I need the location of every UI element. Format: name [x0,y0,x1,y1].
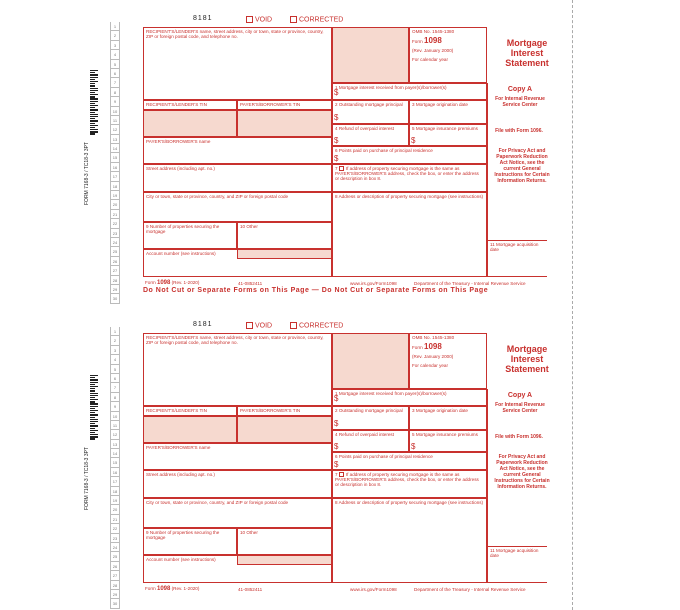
payer-tin-field[interactable] [237,416,332,443]
box8-field[interactable]: 8 Address or description of property securing mortgage (see instructions) [332,192,487,277]
account-label: Account number (see instructions) [143,249,332,277]
form-code: 8181 [193,15,213,22]
barcode [90,375,98,441]
do-not-cut-banner: Do Not Cut or Separate Forms on This Page — Do Not Cut or Separate Forms on This Page [143,287,489,294]
payer-tin-label: PAYER'S/BORROWER'S TIN [237,100,332,110]
shaded-box [332,27,409,83]
box1-field[interactable]: 1 Mortgage interest received from payer(s)/borrower(s) $ [332,389,487,406]
payer-tin-label: PAYER'S/BORROWER'S TIN [237,406,332,416]
box1-field[interactable]: 1 Mortgage interest received from payer(s)/borrower(s) $ [332,83,487,100]
account-label: Account number (see instructions) [143,555,332,583]
footer-dept: Department of the Treasury - Internal Revenue Service [414,281,526,286]
box11-field[interactable]: 11 Mortgage acquisition date [487,546,547,583]
footer-form: Form 1098 (Rev. 1-2020) [145,586,200,592]
void-checkbox[interactable]: VOID [246,322,272,329]
corrected-checkbox[interactable]: CORRECTED [290,16,343,23]
box3-field[interactable]: 3 Mortgage origination date [409,100,487,124]
box7-field[interactable]: 7 If address of property securing mortgage is the same as PAYER'S/BORROWER'S address, check the box, or enter the address or description in box 8. [332,470,487,498]
omb-box: OMB No. 1545-1380 Form 1098 (Rev. January 2000) For calendar year [409,333,487,389]
recipient-tin-label: RECIPIENT'S/LENDER'S TIN [143,406,237,416]
payer-tin-field[interactable] [237,110,332,137]
box9-field[interactable]: 9 Number of properties securing the mortgage [143,528,237,555]
box11-field[interactable]: 11 Mortgage acquisition date [487,240,547,277]
city-field[interactable]: City or town, state or province, country, and ZIP or foreign postal code [143,192,332,222]
recipient-tin-field[interactable] [143,416,237,443]
shaded-box [332,333,409,389]
box2-field[interactable]: 2 Outstanding mortgage principal $ [332,406,409,430]
recipient-name-field[interactable]: RECIPIENT'S/LENDER'S name, street address, city or town, state or province, country, ZIP or foreign postal code, and telephone no. [143,27,332,100]
city-field[interactable]: City or town, state or province, country, and ZIP or foreign postal code [143,498,332,528]
account-field[interactable] [237,249,332,259]
copy-label: Copy A [507,392,533,399]
footer-cat: 41-0852411 [238,587,263,592]
box9-field[interactable]: 9 Number of properties securing the mortgage [143,222,237,249]
box6-field[interactable]: 6 Points paid on purchase of principal residence $ [332,452,487,470]
box8-field[interactable]: 8 Address or description of property securing mortgage (see instructions) [332,498,487,583]
payer-name-field[interactable]: PAYER'S/BORROWER'S name [143,443,332,470]
file-with-note: File with Form 1096. [495,128,543,134]
box4-field[interactable]: 4 Refund of overpaid interest $ [332,124,409,146]
footer-url: www.irs.gov/Form1098 [350,281,397,286]
footer-cat: 41-0852411 [238,281,263,286]
box2-field[interactable]: 2 Outstanding mortgage principal $ [332,100,409,124]
box5-field[interactable]: 5 Mortgage insurance premiums $ [409,124,487,146]
file-with-note: File with Form 1096. [495,434,543,440]
recipient-tin-label: RECIPIENT'S/LENDER'S TIN [143,100,237,110]
box7-field[interactable]: 7 If address of property securing mortgage is the same as PAYER'S/BORROWER'S address, check the box, or enter the address or description in box 8. [332,164,487,192]
box10-field[interactable]: 10 Other [237,222,332,249]
payer-name-field[interactable]: PAYER'S/BORROWER'S name [143,137,332,164]
omb-box: OMB No. 1545-1380 Form 1098 (Rev. January 2000) For calendar year [409,27,487,83]
copy-label: Copy A [507,86,533,93]
for-irs-note: For Internal Revenue Service Center [495,96,545,108]
line-numbers: 1 2 3 4 5 6 7 8 9 10 11 12 13 14 15 16 17 18 19 20 21 22 23 24 25 26 27 28 29 30 [110,22,120,304]
privacy-note: For Privacy Act and Paperwork Reduction Act Notice, see the current General Instructions for Certain Information Returns. [494,148,550,184]
account-field[interactable] [237,555,332,565]
street-field[interactable]: Street address (including apt. no.) [143,470,332,498]
side-label: FORM 7168-3 / TC18-3 3PT [84,447,90,510]
form-title: Mortgage Interest Statement [505,344,549,374]
form-title: Mortgage Interest Statement [505,38,549,68]
perforation-line [572,0,573,610]
box10-field[interactable]: 10 Other [237,528,332,555]
void-checkbox[interactable]: VOID [246,16,272,23]
footer-dept: Department of the Treasury - Internal Revenue Service [414,587,526,592]
recipient-tin-field[interactable] [143,110,237,137]
line-numbers: 1 2 3 4 5 6 7 8 9 10 11 12 13 14 15 16 17 18 19 20 21 22 23 24 25 26 27 28 29 30 [110,327,120,609]
privacy-note: For Privacy Act and Paperwork Reduction Act Notice, see the current General Instructions for Certain Information Returns. [494,454,550,490]
for-irs-note: For Internal Revenue Service Center [495,402,545,414]
form-code: 8181 [193,321,213,328]
footer-form: Form 1098 (Rev. 1-2020) [145,280,200,286]
recipient-name-field[interactable]: RECIPIENT'S/LENDER'S name, street address, city or town, state or province, country, ZIP or foreign postal code, and telephone no. [143,333,332,406]
barcode [90,70,98,136]
street-field[interactable]: Street address (including apt. no.) [143,164,332,192]
box5-field[interactable]: 5 Mortgage insurance premiums $ [409,430,487,452]
box6-field[interactable]: 6 Points paid on purchase of principal residence $ [332,146,487,164]
box3-field[interactable]: 3 Mortgage origination date [409,406,487,430]
corrected-checkbox[interactable]: CORRECTED [290,322,343,329]
side-label: FORM 7168-3 / TC18-3 3PT [84,142,90,205]
box4-field[interactable]: 4 Refund of overpaid interest $ [332,430,409,452]
footer-url: www.irs.gov/Form1098 [350,587,397,592]
